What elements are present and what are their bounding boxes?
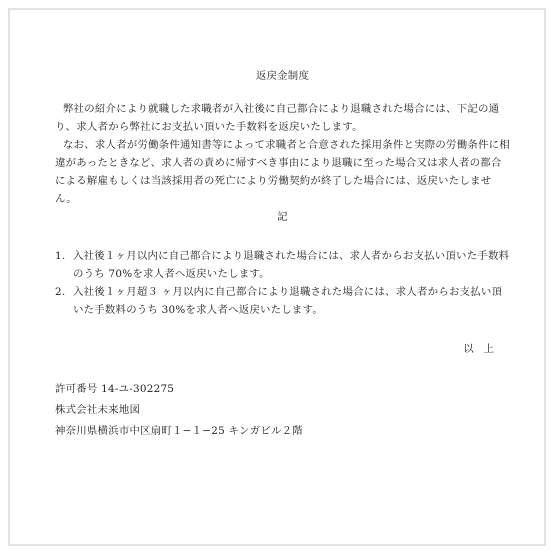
refund-term-1 [55,247,510,283]
refund-policy-document [55,67,510,442]
document-title: 返戻金制度 [255,70,310,82]
company-name: 株式会社未来地図 [55,404,141,416]
document-frame [8,8,546,546]
paragraph-exceptions: なお、求人者が労働条件通知書等によって求職者と合意された採用条件と実際の労働条件に相違があったときなど、求人者の責めに帰すべき事由により退職に至った場合又は求人者の都合による解雇もしくは当該採用者の死亡により労働契約が終了した場合には、返戻いたしません。 [55,139,510,205]
refund-term-2 [55,283,510,319]
notes-heading: 記 [277,211,288,223]
paragraph-refund-conditions: 弊社の紹介により就職した求職者が入社後に自己都合により退職された場合には、下記の通り、求人者から弊社にお支払い頂いた手数料を返戻いたします。 [55,103,500,133]
license-number: 許可番号 14-ユ-302275 [55,383,175,395]
closing-mark: 以上 [463,343,504,355]
company-info [55,379,510,442]
term-text: 入社後１ヶ月以内に自己都合により退職された場合には、求人者からお支払い頂いた手数料のうち 70%を求人者へ返戻いたします。 [73,250,510,280]
term-text: 入社後１ヶ月超３ ヶ月以内に自己都合により退職された場合には、求人者からお支払い頂いた手数料のうち 30%を求人者へ返戻いたします。 [73,286,503,316]
refund-terms-list [55,247,510,319]
term-number: 1. [55,250,66,262]
term-number: 2. [55,286,66,298]
company-address: 神奈川県横浜市中区扇町１−１−25 キンガビル２階 [55,425,303,437]
